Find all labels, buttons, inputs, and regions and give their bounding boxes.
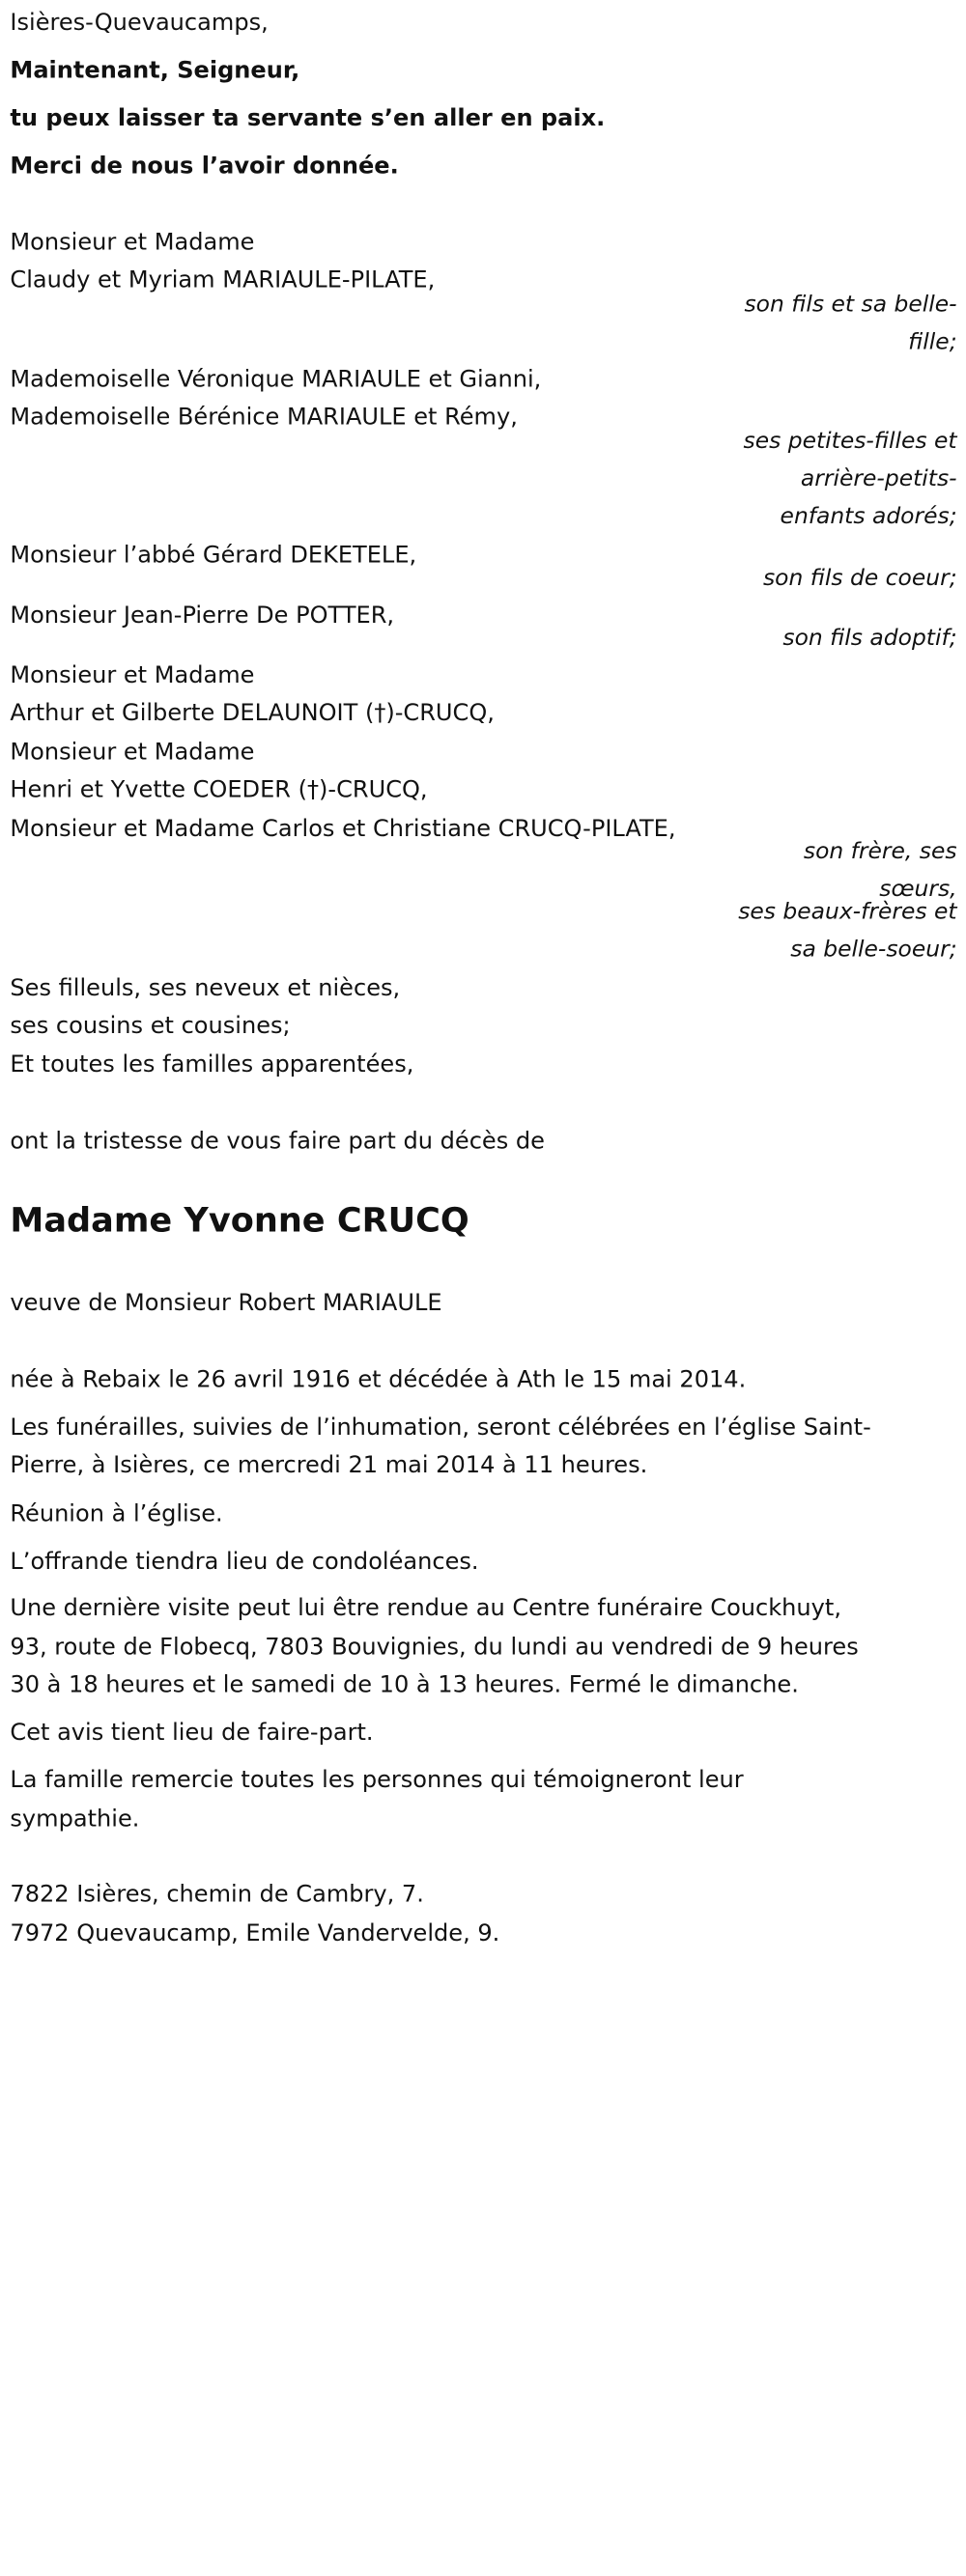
family-line: Et toutes les familles apparentées, [10,1051,414,1078]
funeral-line: Les funérailles, suivies de l’inhumation, seront célébrées en l’église Saint- [10,1414,871,1442]
family-line: Mademoiselle Véronique MARIAULE et Gianni, [10,366,542,393]
birth-death-line: née à Rebaix le 26 avril 1916 et décédée à Ath le 15 mai 2014. [10,1366,747,1393]
visit-line: 30 à 18 heures et le samedi de 10 à 13 heures. Fermé le dimanche. [10,1671,799,1698]
address-line: 7822 Isières, chemin de Cambry, 7. [10,1881,424,1908]
relation-line: enfants adorés; [780,503,957,530]
deceased-name: Madame Yvonne CRUCQ [10,1201,469,1241]
offering-line: L’offrande tiendra lieu de condoléances. [10,1549,479,1576]
family-line: Monsieur et Madame Carlos et Christiane CRUCQ-PILATE, [10,815,676,843]
announcement-line: ont la tristesse de vous faire part du décès de [10,1128,545,1155]
thanks-line: sympathie. [10,1806,140,1833]
relation-line: son fils et sa belle- [744,291,957,318]
family-line: Monsieur l’abbé Gérard DEKETELE, [10,542,417,569]
verse-line: Maintenant, Seigneur, [10,57,300,85]
family-line: Arthur et Gilberte DELAUNOIT (†)-CRUCQ, [10,700,495,727]
family-line: Mademoiselle Bérénice MARIAULE et Rémy, [10,404,518,431]
relation-line: arrière-petits- [800,465,957,492]
verse-line: tu peux laisser ta servante s’en aller en paix. [10,105,606,132]
thanks-line: La famille remercie toutes les personnes qui témoigneront leur [10,1767,744,1794]
relation-line: ses beaux-frères et [738,898,957,926]
address-line: 7972 Quevaucamp, Emile Vandervelde, 9. [10,1919,500,1947]
relation-line: son fils adoptif; [782,625,957,652]
place-line: Isières-Quevaucamps, [10,10,269,37]
family-line: ses cousins et cousines; [10,1013,291,1040]
visit-line: 93, route de Flobecq, 7803 Bouvignies, du lundi au vendredi de 9 heures [10,1634,859,1661]
relation-line: son frère, ses [803,838,957,865]
visit-line: Une dernière visite peut lui être rendue au Centre funéraire Couckhuyt, [10,1595,841,1622]
family-line: Claudy et Myriam MARIAULE-PILATE, [10,266,436,294]
relation-line: sa belle-soeur; [790,936,957,964]
meeting-line: Réunion à l’église. [10,1500,223,1528]
relation-line: sœurs, [879,876,957,903]
family-line: Ses filleuls, ses neveux et nièces, [10,975,401,1002]
widow-line: veuve de Monsieur Robert MARIAULE [10,1290,442,1317]
family-line: Monsieur et Madame [10,739,255,766]
family-line: Monsieur Jean-Pierre De POTTER, [10,602,395,630]
funeral-line: Pierre, à Isières, ce mercredi 21 mai 2014 à 11 heures. [10,1452,648,1479]
family-line: Monsieur et Madame [10,662,255,689]
verse-line: Merci de nous l’avoir donnée. [10,153,399,180]
family-line: Henri et Yvette COEDER (†)-CRUCQ, [10,776,428,803]
relation-line: son fils de coeur; [762,565,957,592]
notice-line: Cet avis tient lieu de faire-part. [10,1719,374,1747]
relation-line: fille; [908,328,957,355]
family-line: Monsieur et Madame [10,229,255,257]
relation-line: ses petites-filles et [743,428,957,455]
